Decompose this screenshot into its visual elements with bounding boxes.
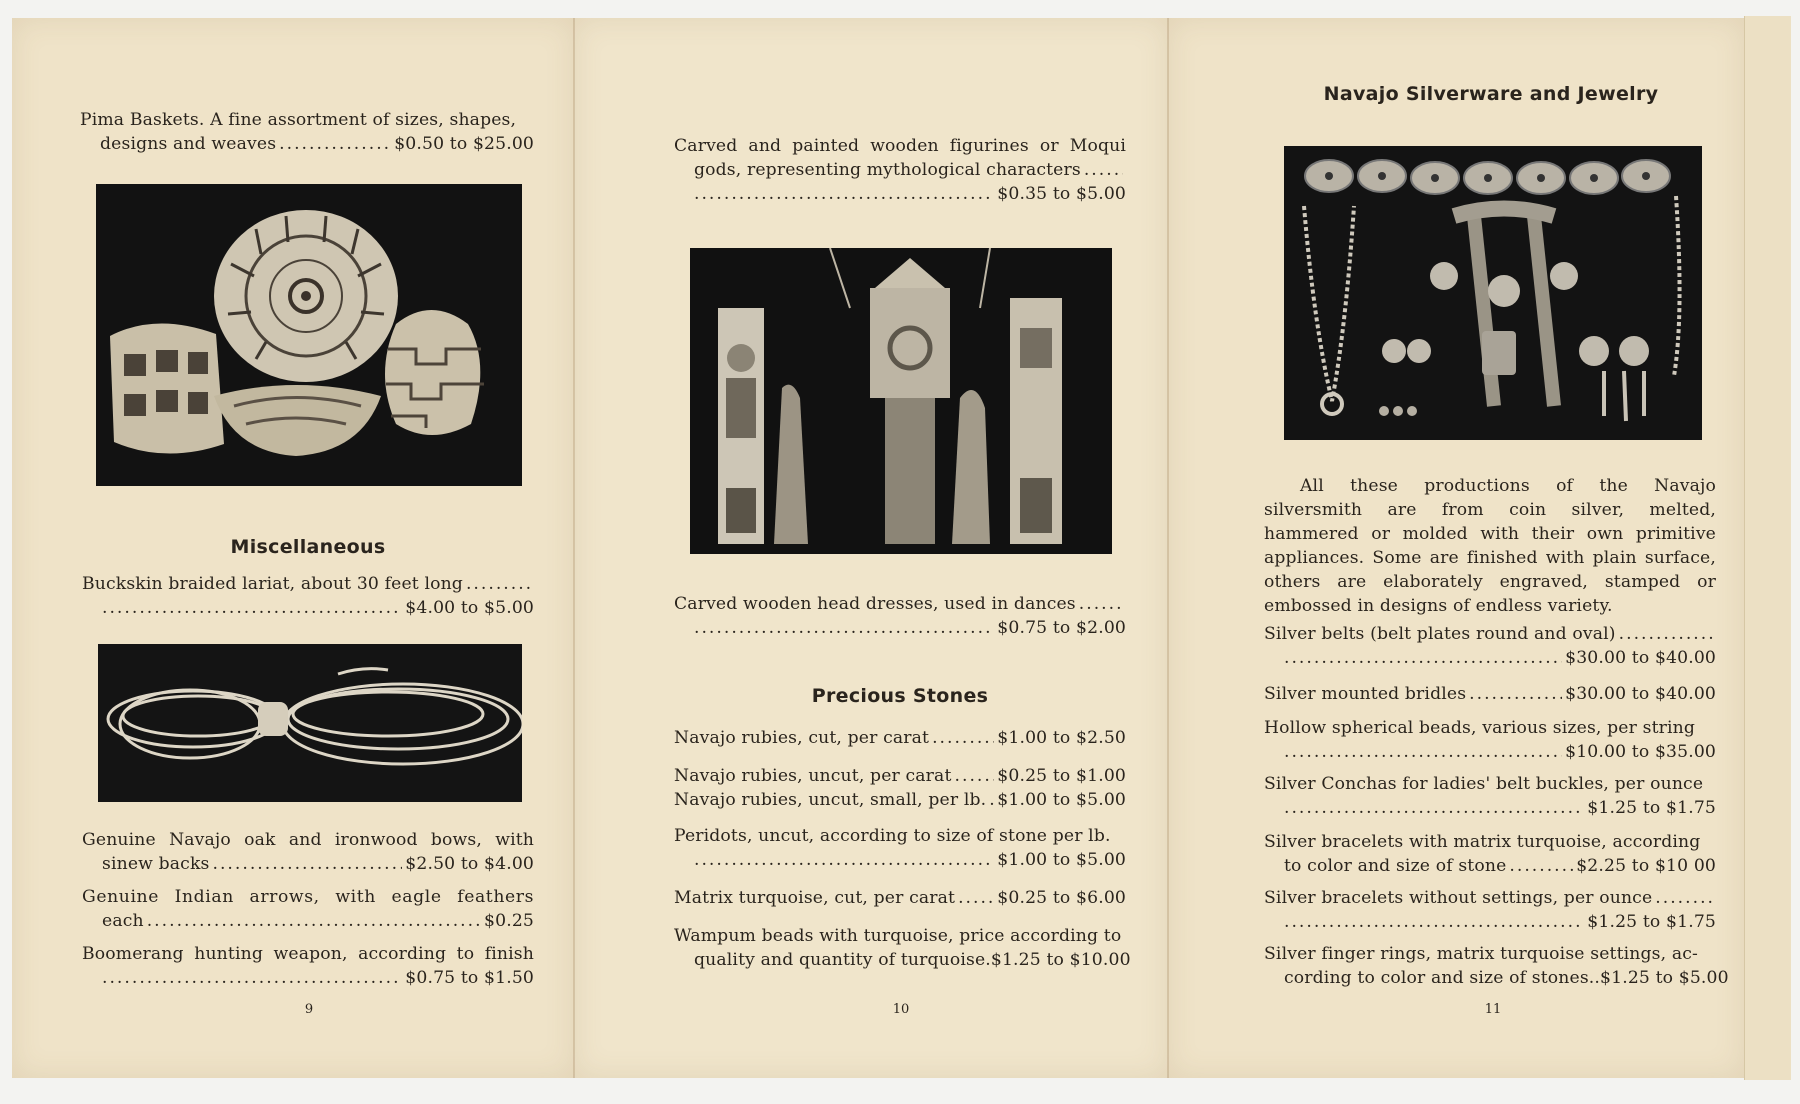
- page-number: 10: [892, 1002, 910, 1017]
- price: $2.25 to $10 00: [1576, 856, 1716, 876]
- price: $0.75 to $1.50: [405, 968, 534, 988]
- entry-text: Navajo rubies, uncut, per carat: [674, 766, 952, 786]
- dot-leader: [102, 966, 402, 990]
- pima-baskets-photo: [96, 184, 522, 486]
- conchas-entry: [1264, 772, 1716, 820]
- entry-line: Silver finger rings, matrix turquoise settings, ac-: [1264, 944, 1698, 964]
- bows-entry: [82, 828, 534, 876]
- entry-text: Carved wooden head dresses, used in dances: [674, 594, 1076, 614]
- entry-line: [674, 592, 1126, 616]
- figurines-entry: [674, 134, 1126, 206]
- entry-line: Genuine Indian arrows, with eagle feathers: [82, 887, 534, 907]
- entry-text: Silver belts (belt plates round and oval): [1264, 624, 1616, 644]
- price-line: [674, 848, 1126, 872]
- dot-leader: [213, 852, 403, 876]
- dot-leader: [102, 596, 402, 620]
- price: $4.00 to $5.00: [405, 598, 534, 618]
- price-line: [82, 852, 534, 876]
- price-line: [674, 616, 1126, 640]
- entry-line: Genuine Navajo oak and ironwood bows, with: [82, 830, 534, 850]
- entry-text: to color and size of stone: [1284, 856, 1507, 876]
- entry-text: Matrix turquoise, cut, per carat: [674, 888, 956, 908]
- entry-line: Silver Conchas for ladies' belt buckles, per ounce: [1264, 774, 1704, 794]
- dot-leader: [989, 788, 994, 812]
- price: $30.00 to $40.00: [1565, 648, 1716, 668]
- price: $0.25 to $1.00: [997, 766, 1126, 786]
- boomerang-entry: [82, 942, 534, 990]
- dot-leader: [279, 132, 391, 156]
- price-line: [1264, 740, 1716, 764]
- dot-leader: [694, 616, 994, 640]
- entry-line: Boomerang hunting weapon, according to finish: [82, 944, 534, 964]
- bracelets-matrix-entry: [1264, 830, 1716, 878]
- arrows-entry: [82, 885, 534, 933]
- fold-line: [1167, 18, 1169, 1078]
- entry-line: [674, 158, 1126, 182]
- dot-leader: [1284, 910, 1584, 934]
- bridles-entry: [1264, 682, 1716, 706]
- dot-leader: [466, 572, 531, 596]
- entry-text: Navajo rubies, cut, per carat: [674, 728, 930, 748]
- dot-leader: [955, 764, 995, 788]
- dot-leader: [694, 848, 994, 872]
- rubies-cut-entry: [674, 726, 1126, 750]
- entry-text: Navajo rubies, uncut, small, per lb.: [674, 790, 987, 810]
- page-number: 9: [304, 1002, 314, 1017]
- fold-line: [573, 18, 575, 1078]
- price: $1.00 to $2.50: [997, 728, 1126, 748]
- entry-text: quality and quantity of turquoise.: [694, 950, 991, 970]
- bracelets-plain-entry: [1264, 886, 1716, 934]
- entry-line: Carved and painted wooden figurines or Moqui: [674, 136, 1126, 156]
- price: $30.00 to $40.00: [1565, 684, 1716, 704]
- dot-leader: [1284, 646, 1562, 670]
- kachina-figurines-photo: [690, 248, 1112, 554]
- entry-line: [82, 572, 534, 596]
- entry-text: each: [102, 911, 144, 931]
- price-line: [674, 788, 1126, 812]
- dot-leader: [1284, 796, 1584, 820]
- finger-rings-entry: [1264, 942, 1729, 990]
- price: $2.50 to $4.00: [405, 854, 534, 874]
- entry-line: Hollow spherical beads, various sizes, per string: [1264, 718, 1696, 738]
- dot-leader: [1655, 886, 1713, 910]
- dot-leader: [1619, 622, 1713, 646]
- pima-baskets-entry: [80, 108, 534, 156]
- dot-leader: [932, 726, 994, 750]
- price-line: [80, 132, 534, 156]
- entry-text: sinew backs: [102, 854, 210, 874]
- entry-text: designs and weaves: [100, 134, 277, 154]
- entry-line: Silver bracelets with matrix turquoise, according: [1264, 832, 1701, 852]
- price: $10.00 to $35.00: [1565, 742, 1716, 762]
- entry-text: gods, representing mythological characters: [694, 160, 1081, 180]
- entry-text: Silver mounted bridles: [1264, 684, 1467, 704]
- section-heading: Miscellaneous: [230, 536, 386, 558]
- price: $1.00 to $5.00: [997, 850, 1126, 870]
- rubies-uncut-entry: [674, 764, 1126, 812]
- price-line: [674, 886, 1126, 910]
- intro-paragraph: All these productions of the Navajo silversmith are from coin silver, melted, hammered or molded with their own primitive appliances. Some are finished with plain surface, others are elaborately engraved, stamped or embossed in designs of endless variety.: [1264, 476, 1716, 616]
- price-line: [82, 596, 534, 620]
- entry-text: cording to color and size of stones..: [1284, 968, 1601, 988]
- price: $1.25 to $1.75: [1587, 912, 1716, 932]
- price-line: [1264, 682, 1716, 706]
- price: $0.25: [484, 911, 534, 931]
- price-line: [1264, 966, 1729, 990]
- price: $1.25 to $1.75: [1587, 798, 1716, 818]
- price-line: [82, 909, 534, 933]
- entry-line: [1264, 886, 1716, 910]
- entry-line: Peridots, uncut, according to size of stone per lb.: [674, 826, 1111, 846]
- price-line: [674, 764, 1126, 788]
- dot-leader: [1509, 854, 1573, 878]
- price-line: [82, 966, 534, 990]
- price-line: [1264, 910, 1716, 934]
- peridots-entry: [674, 824, 1126, 872]
- price-line: [1264, 646, 1716, 670]
- page-number: 11: [1484, 1002, 1502, 1017]
- dot-leader: [147, 909, 481, 933]
- price: $1.25 to $5.00: [1600, 968, 1729, 988]
- headdresses-entry: [674, 592, 1126, 640]
- dot-leader: [1469, 682, 1562, 706]
- price: $0.25 to $6.00: [997, 888, 1126, 908]
- price: $0.75 to $2.00: [997, 618, 1126, 638]
- price-line: [674, 948, 1131, 972]
- wampum-entry: [674, 924, 1131, 972]
- price: $0.35 to $5.00: [997, 184, 1126, 204]
- dot-leader: [1284, 740, 1562, 764]
- dot-leader: [694, 182, 994, 206]
- entry-text: Buckskin braided lariat, about 30 feet long: [82, 574, 463, 594]
- price: $0.50 to $25.00: [394, 134, 534, 154]
- price: $1.00 to $5.00: [997, 790, 1126, 810]
- dot-leader: [1079, 592, 1123, 616]
- back-flap: [1744, 16, 1791, 1080]
- entry-line: Pima Baskets. A fine assortment of sizes, shapes,: [80, 110, 517, 130]
- belts-entry: [1264, 622, 1716, 670]
- dot-leader: [1084, 158, 1123, 182]
- lariat-photo: [98, 644, 522, 802]
- lariat-entry: [82, 572, 534, 620]
- beads-entry: [1264, 716, 1716, 764]
- price-line: [1264, 854, 1716, 878]
- entry-line: Wampum beads with turquoise, price according to: [674, 926, 1122, 946]
- price-line: [1264, 796, 1716, 820]
- price: $1.25 to $10.00: [990, 950, 1131, 970]
- entry-line: [1264, 622, 1716, 646]
- price-line: [674, 726, 1126, 750]
- price-line: [674, 182, 1126, 206]
- dot-leader: [958, 886, 994, 910]
- silverware-jewelry-photo: [1284, 146, 1702, 440]
- section-heading: Precious Stones: [811, 685, 989, 707]
- entry-text: Silver bracelets without settings, per ounce: [1264, 888, 1653, 908]
- matrix-turquoise-entry: [674, 886, 1126, 910]
- section-heading: Navajo Silverware and Jewelry: [1323, 83, 1659, 105]
